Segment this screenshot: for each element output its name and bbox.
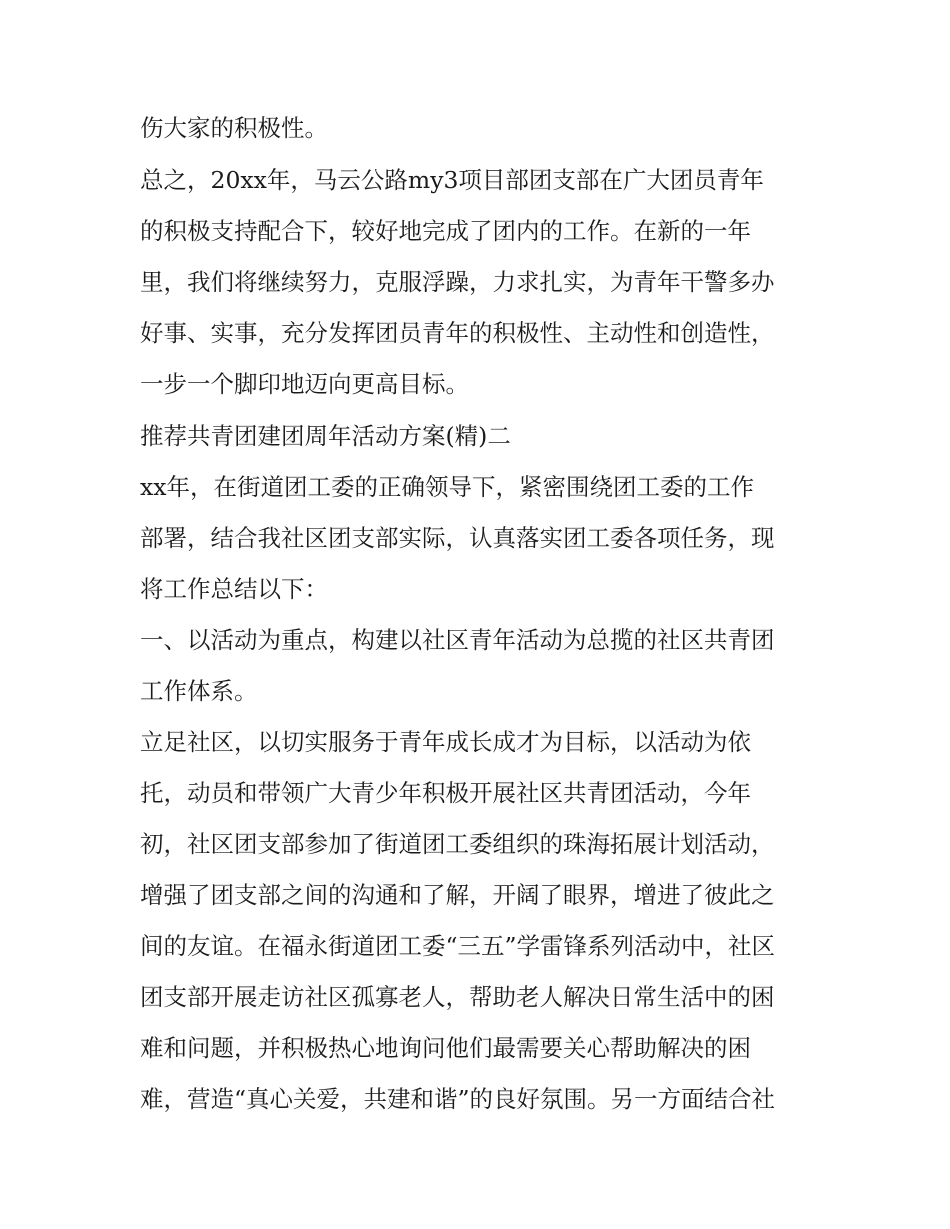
text-line: 部署，结合我社区团支部实际，认真落实团工委各项任务，现 bbox=[140, 524, 775, 552]
section-heading: 推荐共青团建团周年活动方案(精)二 bbox=[140, 422, 511, 450]
text-line: 立足社区，以切实服务于青年成长成才为目标，以活动为依 bbox=[140, 728, 751, 756]
text-line: 增强了团支部之间的沟通和了解，开阔了眼界，增进了彼此之 bbox=[140, 881, 775, 909]
text-line: 总之，20xx年，马云公路my3项目部团支部在广大团员青年 bbox=[140, 166, 764, 194]
text-line: 托，动员和带领广大青少年积极开展社区共青团活动，今年 bbox=[140, 779, 751, 807]
text-line: xx年，在街道团工委的正确领导下，紧密围绕团工委的工作 bbox=[140, 473, 755, 501]
text-line: 里，我们将继续努力，克服浮躁，力求扎实，为青年干警多办 bbox=[140, 268, 775, 296]
text-line: 间的友谊。在福永街道团工委“三五”学雷锋系列活动中，社区 bbox=[140, 932, 776, 960]
text-line: 团支部开展走访社区孤寡老人，帮助老人解决日常生活中的困 bbox=[140, 983, 775, 1011]
text-line: 初，社区团支部参加了街道团工委组织的珠海拓展计划活动， bbox=[140, 830, 775, 858]
text-line: 伤大家的积极性。 bbox=[140, 114, 328, 142]
text-line: 一步一个脚印地迈向更高目标。 bbox=[140, 370, 469, 398]
text-line: 一、以活动为重点，构建以社区青年活动为总揽的社区共青团 bbox=[140, 626, 775, 654]
text-line: 工作体系。 bbox=[140, 677, 258, 705]
text-line: 将工作总结以下： bbox=[140, 575, 328, 603]
text-line: 难，营造“真心关爱，共建和谐”的良好氛围。另一方面结合社 bbox=[140, 1085, 776, 1113]
text-line: 好事、实事，充分发挥团员青年的积极性、主动性和创造性， bbox=[140, 319, 775, 347]
text-line: 的积极支持配合下，较好地完成了团内的工作。在新的一年 bbox=[140, 217, 751, 245]
text-line: 难和问题，并积极热心地询问他们最需要关心帮助解决的困 bbox=[140, 1034, 751, 1062]
